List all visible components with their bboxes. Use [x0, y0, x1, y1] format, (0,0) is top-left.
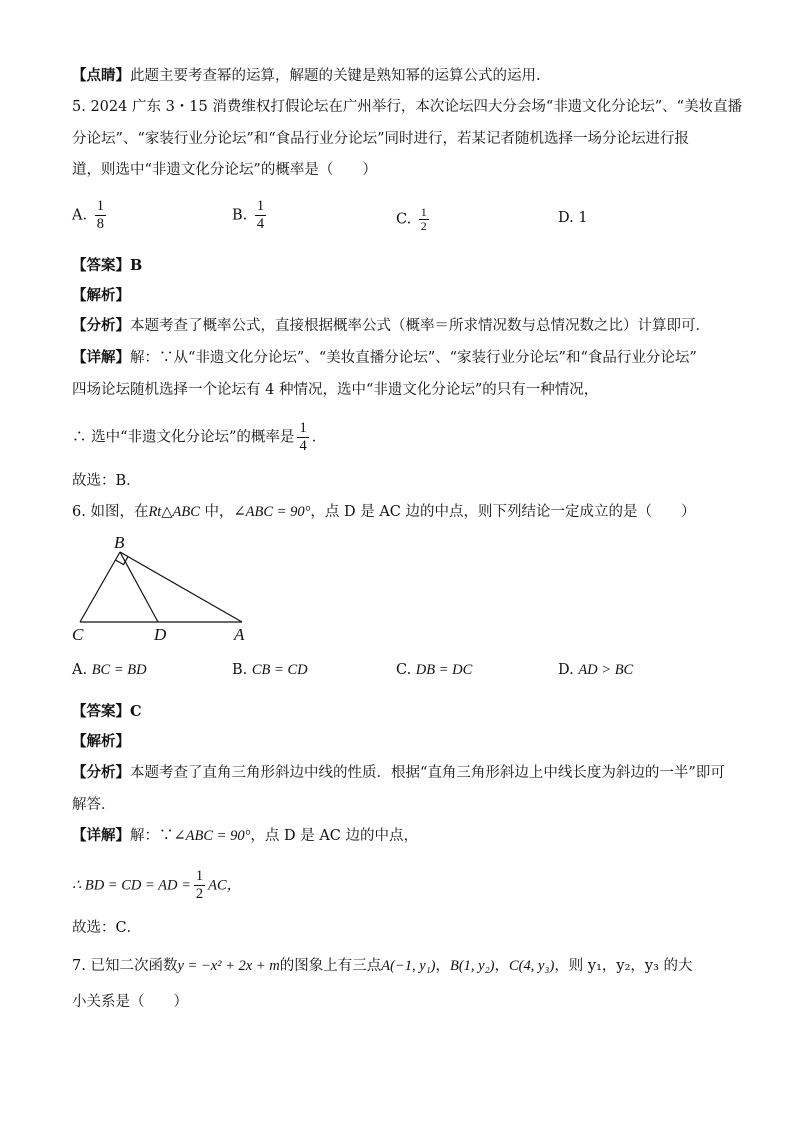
q6-triangle-figure	[68, 530, 258, 650]
q5-guxuan: 故选：B．	[72, 473, 141, 489]
q6-guxuan: 故选：C．	[72, 920, 142, 936]
q6-option-c: C. DB = DC	[396, 662, 473, 678]
q5-option-c: C. $\frac{1}{2}$	[396, 205, 427, 233]
q5-option-b: B. $\frac{1}{4}$	[232, 198, 265, 232]
q5-option-c-fraction: $\frac{1}{2}$	[420, 205, 427, 233]
q5-option-a: A. $\frac{1}{8}$	[72, 198, 104, 232]
q7-line-2: 小关系是（ ）	[72, 994, 188, 1010]
q6-jiexi: 【解析】	[72, 733, 130, 750]
q5-line-2: 分论坛”、“家装行业分论坛”和“食品行业分论坛”同时进行，若某记者随机选择一场分论坛进行报	[72, 131, 690, 147]
label-b: B	[114, 533, 125, 552]
q5-line-3: 道，则选中“非遗文化分论坛”的概率是（ ）	[72, 162, 377, 178]
q6-option-a: A. BC = BD	[72, 662, 147, 678]
dianjing-text: 此题主要考查幂的运算，解题的关键是熟知幂的运算公式的运用.	[130, 68, 541, 84]
q5-option-a-fraction: $\frac{1}{8}$	[96, 198, 104, 232]
dianjing-line	[72, 66, 541, 86]
dianjing-tag: 【点睛】	[72, 67, 130, 84]
q5-line-1: 5. 2024 广东 3・15 消费维权打假论坛在广州举行，本次论坛四大分会场“非遗文化分论坛”、“美妆直播	[72, 99, 743, 115]
q6-option-d: D. AD > BC	[558, 662, 634, 678]
label-d: D	[154, 625, 167, 644]
q5-option-b-fraction: $\frac{1}{4}$	[256, 198, 265, 232]
q6-option-b: B. CB = CD	[232, 662, 308, 678]
label-c: C	[72, 625, 84, 644]
segment-ba	[120, 552, 242, 622]
q6-fenxi-2: 解答．	[72, 797, 116, 813]
label-a: A	[234, 625, 245, 644]
q5-xiangjie-1: 【详解】解：∵从“非遗文化分论坛”、“美妆直播分论坛”、“家装行业分论坛”和“食品行业分论坛”	[72, 349, 697, 366]
segment-cb	[80, 552, 120, 622]
q6-answer: 【答案】C	[72, 703, 142, 720]
q5-fenxi: 【分析】本题考查了概率公式，直接根据概率公式（概率＝所求情况数与总情况数之比）计算即可．	[72, 317, 710, 334]
q6-xiangjie-1: 【详解】解：∵∠ABC = 90°，点 D 是 AC 边的中点，	[72, 827, 419, 844]
q5-answer: 【答案】B	[72, 257, 143, 274]
q5-xiangjie-2: 四场论坛随机选择一个论坛有 4 种情况，选中“非遗文化分论坛”的只有一种情况，	[72, 382, 599, 398]
q6-xiangjie-2: ∴ BD = CD = AD = $\frac{1}{2}$ AC，	[72, 868, 242, 902]
q5-option-d: D. 1	[558, 210, 588, 226]
q5-jiexi: 【解析】	[72, 287, 130, 304]
q7-line-1: 7. 已知二次函数y = −x² + 2x + m的图象上有三点A(−1, y₁)，B(1, y₂)，C(4, y₃)，则 y₁，y₂，y₃ 的大	[72, 958, 693, 974]
q5-result-fraction: $\frac{1}{4}$	[299, 420, 307, 454]
q6-line-1: 6. 如图，在Rt△ABC 中，∠ABC = 90°，点 D 是 AC 边的中点，则下列结论一定成立的是（ ）	[72, 504, 696, 520]
q6-half-fraction: $\frac{1}{2}$	[195, 868, 204, 902]
q6-fenxi-1: 【分析】本题考查了直角三角形斜边中线的性质．根据“直角三角形斜边上中线长度为斜边的一半”即可	[72, 764, 725, 781]
q5-xiangjie-3: ∴ 选中“非遗文化分论坛”的概率是 $\frac{1}{4}$ ．	[72, 420, 327, 454]
